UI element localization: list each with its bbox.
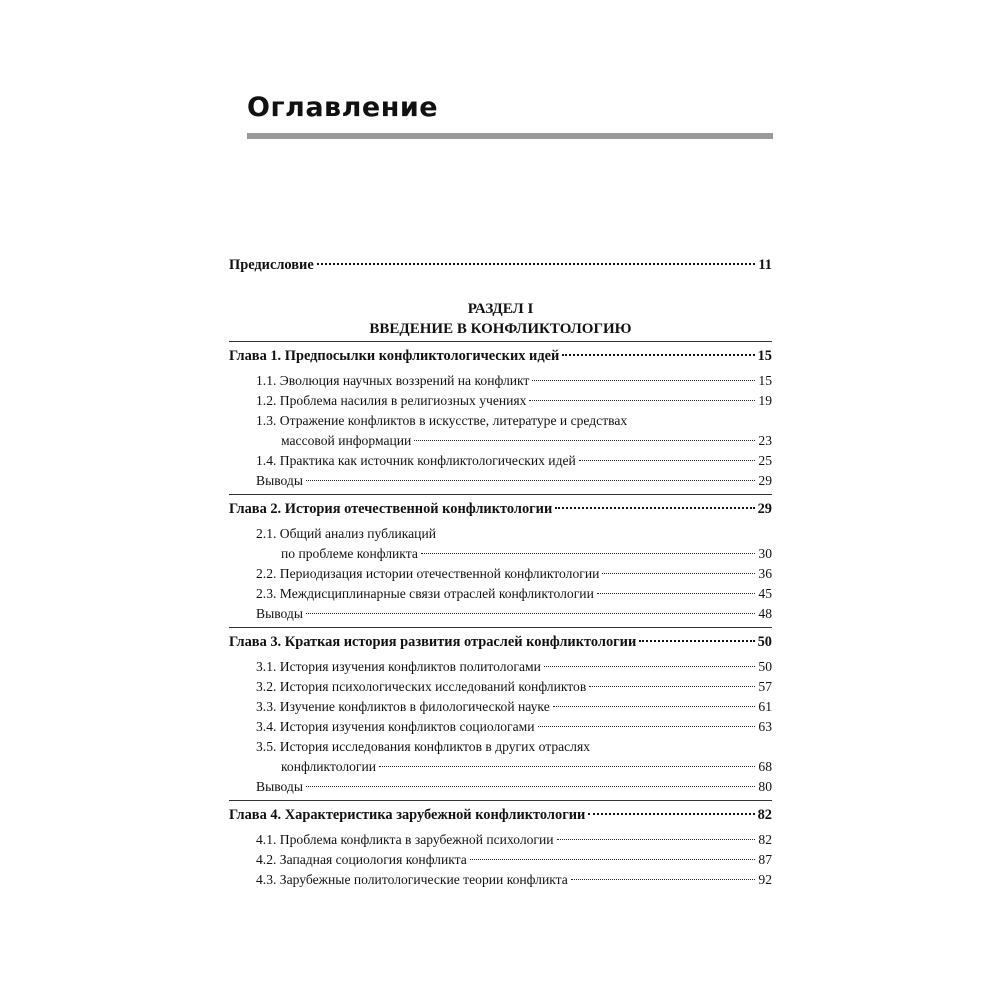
leader-dots bbox=[557, 839, 756, 840]
page-number: 82 bbox=[758, 832, 772, 847]
toc-chapter-2[interactable] bbox=[229, 499, 772, 519]
page-number: 15 bbox=[757, 348, 772, 364]
page-number: 15 bbox=[758, 373, 772, 388]
page-title: Оглавление bbox=[247, 92, 439, 123]
section-heading-line1: РАЗДЕЛ I bbox=[467, 301, 534, 317]
page-number: 61 bbox=[758, 699, 772, 714]
page-number: 82 bbox=[757, 807, 772, 823]
leader-dots bbox=[414, 440, 755, 441]
entry-label: 2.3. Междисциплинарные связи отраслей конфликтологии bbox=[256, 586, 594, 601]
entry-label: 3.4. История изучения конфликтов социологами bbox=[256, 719, 535, 734]
toc-chapter-4[interactable] bbox=[229, 805, 772, 825]
chapter-label: Глава 4. Характеристика зарубежной конфликтологии bbox=[229, 807, 586, 823]
page-number: 30 bbox=[758, 546, 772, 561]
toc-entry-3-3[interactable] bbox=[229, 697, 772, 717]
entry-label: 3.2. История психологических исследований конфликтов bbox=[256, 679, 587, 694]
page-number: 92 bbox=[758, 872, 772, 887]
page-number: 63 bbox=[758, 719, 772, 734]
leader-dots bbox=[562, 354, 754, 356]
page-number: 87 bbox=[758, 852, 772, 867]
entry-label: Предисловие bbox=[229, 257, 314, 273]
entry-label: по проблеме конфликта bbox=[281, 546, 418, 561]
toc-entry-4-1[interactable] bbox=[229, 830, 772, 850]
toc-chapter-3[interactable] bbox=[229, 632, 772, 652]
entry-label: Выводы bbox=[256, 473, 303, 488]
toc-entry-3-1[interactable] bbox=[229, 657, 772, 677]
toc-entry-2-1[interactable] bbox=[229, 544, 772, 564]
page-number: 29 bbox=[758, 473, 772, 488]
page-number: 25 bbox=[758, 453, 772, 468]
leader-dots bbox=[529, 400, 755, 401]
entry-label: 1.4. Практика как источник конфликтологических идей bbox=[256, 453, 576, 468]
leader-dots bbox=[306, 613, 755, 614]
entry-label: 2.2. Периодизация истории отечественной конфликтологии bbox=[256, 566, 600, 581]
page-number: 50 bbox=[758, 659, 772, 674]
section-heading-line2: ВВЕДЕНИЕ В КОНФЛИКТОЛОГИЮ bbox=[369, 321, 632, 337]
toc-entry-preface[interactable] bbox=[229, 255, 772, 275]
page-number: 19 bbox=[758, 393, 772, 408]
table-of-contents bbox=[229, 255, 772, 890]
entry-label: 3.1. История изучения конфликтов политологами bbox=[256, 659, 541, 674]
toc-entry-1-3[interactable] bbox=[229, 431, 772, 451]
page-number: 68 bbox=[758, 759, 772, 774]
page-number: 50 bbox=[757, 634, 772, 650]
leader-dots bbox=[306, 786, 755, 787]
title-rule bbox=[247, 133, 773, 139]
leader-dots bbox=[421, 553, 756, 554]
toc-entry-4-3[interactable] bbox=[229, 870, 772, 890]
page-number: 48 bbox=[758, 606, 772, 621]
toc-entry-2-1-line1[interactable]: 2.1. Общий анализ публикаций bbox=[256, 526, 437, 541]
leader-dots bbox=[589, 686, 755, 687]
leader-dots bbox=[538, 726, 756, 727]
entry-label: массовой информации bbox=[281, 433, 412, 448]
toc-entry-1-3-line1[interactable]: 1.3. Отражение конфликтов в искусстве, литературе и средствах bbox=[256, 413, 628, 428]
toc-entry-1-2[interactable] bbox=[229, 391, 772, 411]
chapter-label: Глава 2. История отечественной конфликтологии bbox=[229, 501, 553, 517]
toc-entry-2-2[interactable] bbox=[229, 564, 772, 584]
toc-entry-1-conclusions[interactable] bbox=[229, 471, 772, 491]
entry-label: Выводы bbox=[256, 779, 303, 794]
page-number: 11 bbox=[758, 257, 772, 273]
entry-label: 1.2. Проблема насилия в религиозных учениях bbox=[256, 393, 527, 408]
leader-dots bbox=[532, 380, 755, 381]
toc-entry-3-4[interactable] bbox=[229, 717, 772, 737]
leader-dots bbox=[553, 706, 756, 707]
entry-label: 4.2. Западная социология конфликта bbox=[256, 852, 467, 867]
toc-entry-1-4[interactable] bbox=[229, 451, 772, 471]
chapter-label: Глава 1. Предпосылки конфликтологических идей bbox=[229, 348, 560, 364]
page-number: 80 bbox=[758, 779, 772, 794]
leader-dots bbox=[470, 859, 756, 860]
leader-dots bbox=[317, 263, 756, 265]
leader-dots bbox=[379, 766, 755, 767]
leader-dots bbox=[639, 640, 754, 642]
leader-dots bbox=[306, 480, 755, 481]
entry-label: конфликтологии bbox=[281, 759, 377, 774]
entry-label: 1.1. Эволюция научных воззрений на конфликт bbox=[256, 373, 530, 388]
page-number: 57 bbox=[758, 679, 772, 694]
leader-dots bbox=[571, 879, 756, 880]
toc-entry-3-conclusions[interactable] bbox=[229, 777, 772, 797]
page-number: 36 bbox=[758, 566, 772, 581]
leader-dots bbox=[597, 593, 756, 594]
toc-entry-2-3[interactable] bbox=[229, 584, 772, 604]
page-number: 23 bbox=[758, 433, 772, 448]
toc-entry-1-1[interactable] bbox=[229, 371, 772, 391]
leader-dots bbox=[602, 573, 755, 574]
entry-label: 4.3. Зарубежные политологические теории конфликта bbox=[256, 872, 568, 887]
toc-entry-4-2[interactable] bbox=[229, 850, 772, 870]
leader-dots bbox=[544, 666, 756, 667]
entry-label: Выводы bbox=[256, 606, 303, 621]
entry-label: 3.3. Изучение конфликтов в филологической науке bbox=[256, 699, 550, 714]
page-number: 29 bbox=[757, 501, 772, 517]
toc-entry-3-5[interactable] bbox=[229, 757, 772, 777]
toc-entry-3-5-line1[interactable]: 3.5. История исследования конфликтов в других отраслях bbox=[256, 739, 591, 754]
page-number: 45 bbox=[758, 586, 772, 601]
leader-dots bbox=[555, 507, 754, 509]
toc-entry-3-2[interactable] bbox=[229, 677, 772, 697]
entry-label: 4.1. Проблема конфликта в зарубежной психологии bbox=[256, 832, 554, 847]
leader-dots bbox=[579, 460, 756, 461]
toc-chapter-1[interactable] bbox=[229, 346, 772, 366]
leader-dots bbox=[588, 813, 754, 815]
toc-entry-2-conclusions[interactable] bbox=[229, 604, 772, 624]
chapter-label: Глава 3. Краткая история развития отраслей конфликтологии bbox=[229, 634, 637, 650]
